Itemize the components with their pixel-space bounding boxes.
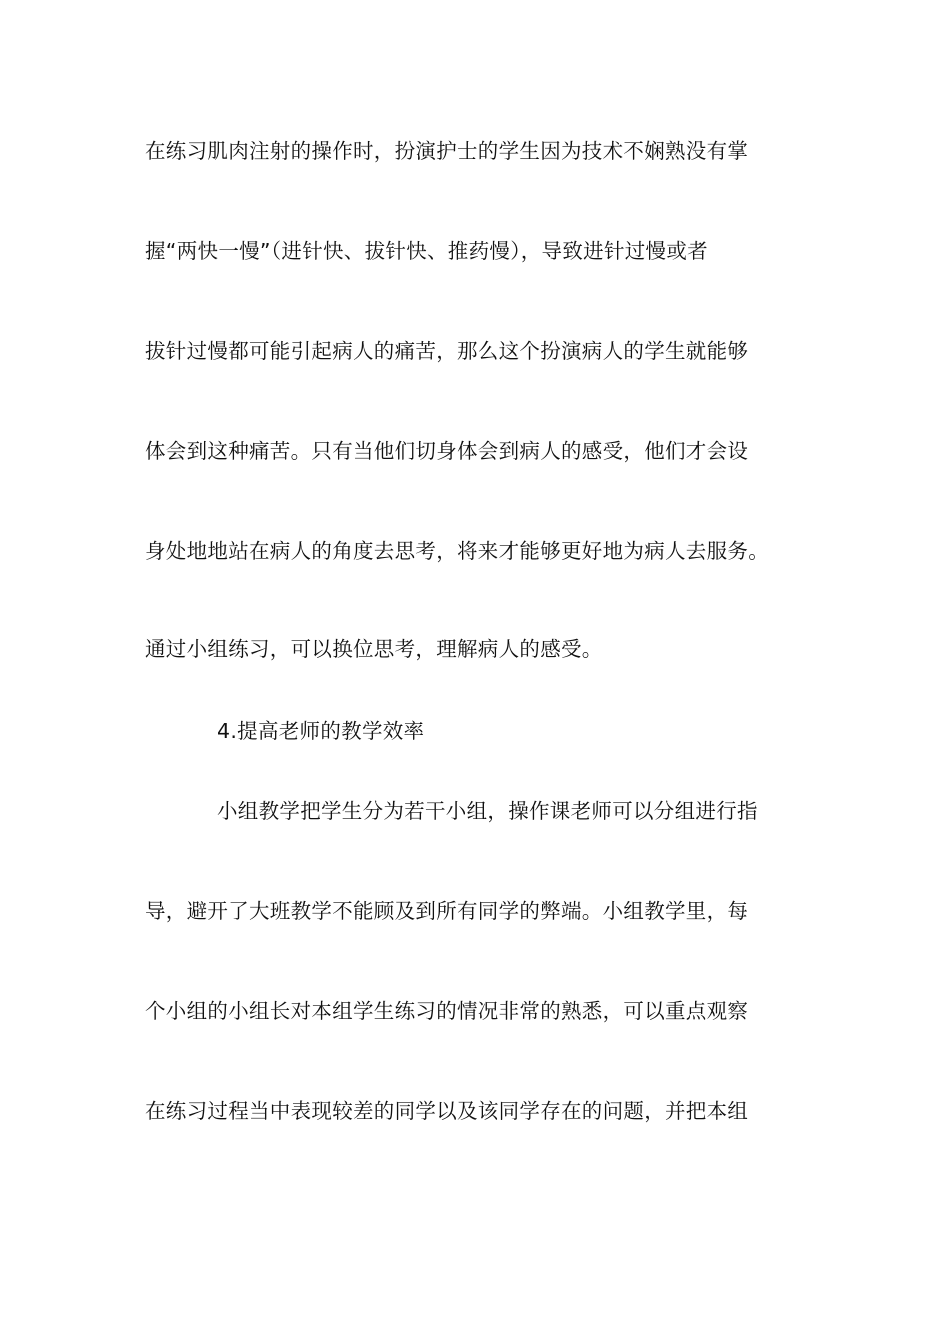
paragraph-line: 小组教学把学生分为若干小组，操作课老师可以分组进行指 bbox=[217, 799, 758, 823]
paragraph-line: 在练习肌肉注射的操作时，扮演护士的学生因为技术不娴熟没有掌 bbox=[145, 139, 749, 163]
paragraph-line: 在练习过程当中表现较差的同学以及该同学存在的问题，并把本组 bbox=[145, 1099, 749, 1123]
paragraph-line: 通过小组练习，可以换位思考，理解病人的感受。 bbox=[145, 637, 603, 661]
paragraph-line: 拔针过慢都可能引起病人的痛苦，那么这个扮演病人的学生就能够 bbox=[145, 339, 749, 363]
paragraph-line: 体会到这种痛苦。只有当他们切身体会到病人的感受，他们才会设 bbox=[145, 439, 749, 463]
paragraph-line: 导，避开了大班教学不能顾及到所有同学的弊端。小组教学里，每 bbox=[145, 899, 749, 923]
paragraph-line: 个小组的小组长对本组学生练习的情况非常的熟悉，可以重点观察 bbox=[145, 999, 749, 1023]
paragraph-line: 身处地地站在病人的角度去思考，将来才能够更好地为病人去服务。 bbox=[145, 539, 769, 563]
section-heading: 4.提高老师的教学效率 bbox=[217, 719, 425, 743]
paragraph-line: 握“两快一慢”（进针快、拔针快、推药慢），导致进针过慢或者 bbox=[145, 239, 708, 263]
